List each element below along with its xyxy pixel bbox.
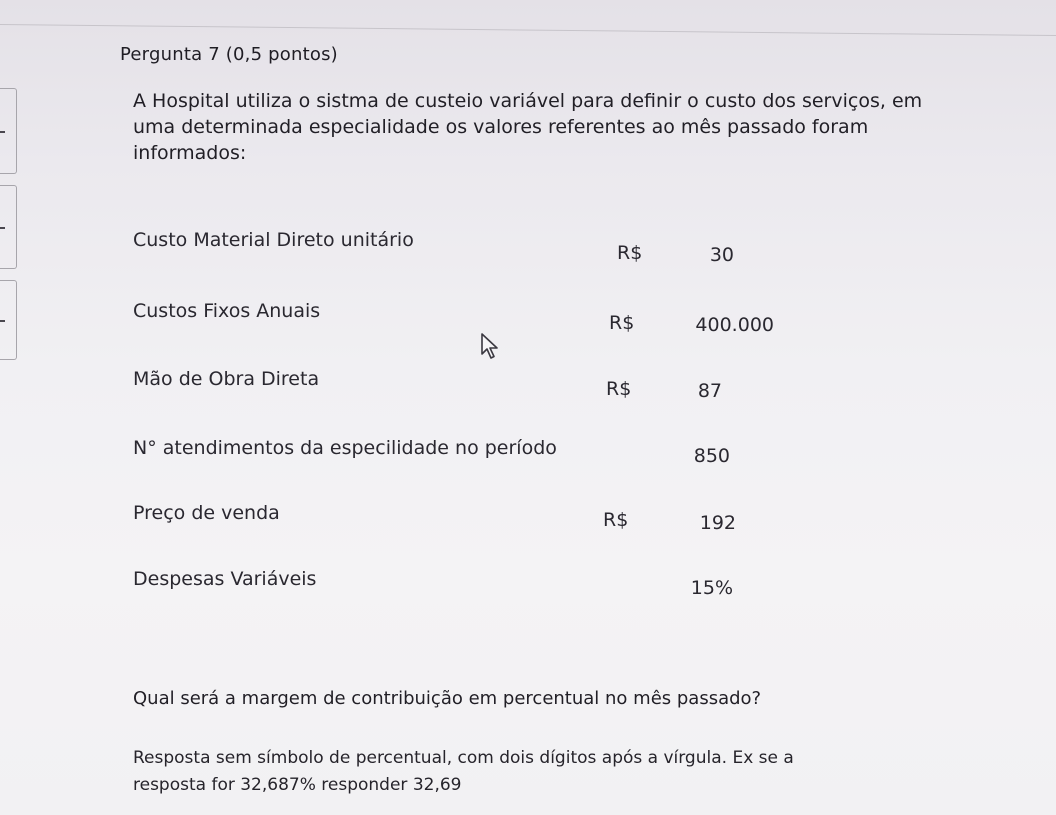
- instruction-line: resposta for 32,687% responder 32,69: [133, 775, 462, 795]
- statement-line: informados:: [133, 142, 247, 164]
- statement-line: A Hospital utiliza o sistma de custeio variável para definir o custo dos serviços, em: [133, 90, 923, 112]
- row-currency-price: R$: [603, 509, 629, 531]
- row-value-price: 192: [699, 512, 736, 534]
- row-label-appointments: N° atendimentos da especilidade no período: [133, 437, 557, 459]
- question-prompt: Qual será a margem de contribuição em percentual no mês passado?: [133, 688, 762, 709]
- row-label-material: Custo Material Direto unitário: [133, 229, 414, 251]
- side-nav-tab-3[interactable]: [0, 280, 17, 360]
- row-value-appointments: 850: [693, 445, 730, 467]
- row-value-material: 30: [709, 244, 734, 266]
- question-statement: [133, 88, 993, 166]
- instruction-line: Resposta sem símbolo de percentual, com dois dígitos após a vírgula. Ex se a: [133, 748, 794, 768]
- row-value-fixed-costs: 400.000: [695, 314, 774, 336]
- tab-marker: [0, 227, 5, 229]
- row-label-fixed-costs: Custos Fixos Anuais: [133, 300, 321, 322]
- side-nav-tab-2[interactable]: [0, 185, 17, 269]
- row-currency-fixed-costs: R$: [609, 312, 635, 334]
- row-currency-labor: R$: [606, 378, 632, 400]
- row-value-labor: 87: [697, 380, 722, 402]
- mouse-pointer-icon: [480, 332, 502, 360]
- row-label-variable-expenses: Despesas Variáveis: [133, 568, 317, 590]
- question-header: Pergunta 7 (0,5 pontos): [120, 44, 338, 65]
- top-divider: [0, 0, 1056, 36]
- tab-marker: [0, 320, 5, 322]
- answer-instruction: [133, 745, 794, 799]
- row-value-variable-expenses: 15%: [690, 577, 733, 599]
- row-currency-material: R$: [617, 242, 643, 264]
- tab-marker: [0, 131, 5, 133]
- side-nav-tab-1[interactable]: [0, 88, 17, 174]
- row-label-labor: Mão de Obra Direta: [133, 368, 320, 390]
- row-label-price: Preço de venda: [133, 502, 280, 524]
- statement-line: uma determinada especialidade os valores referentes ao mês passado foram: [133, 116, 869, 138]
